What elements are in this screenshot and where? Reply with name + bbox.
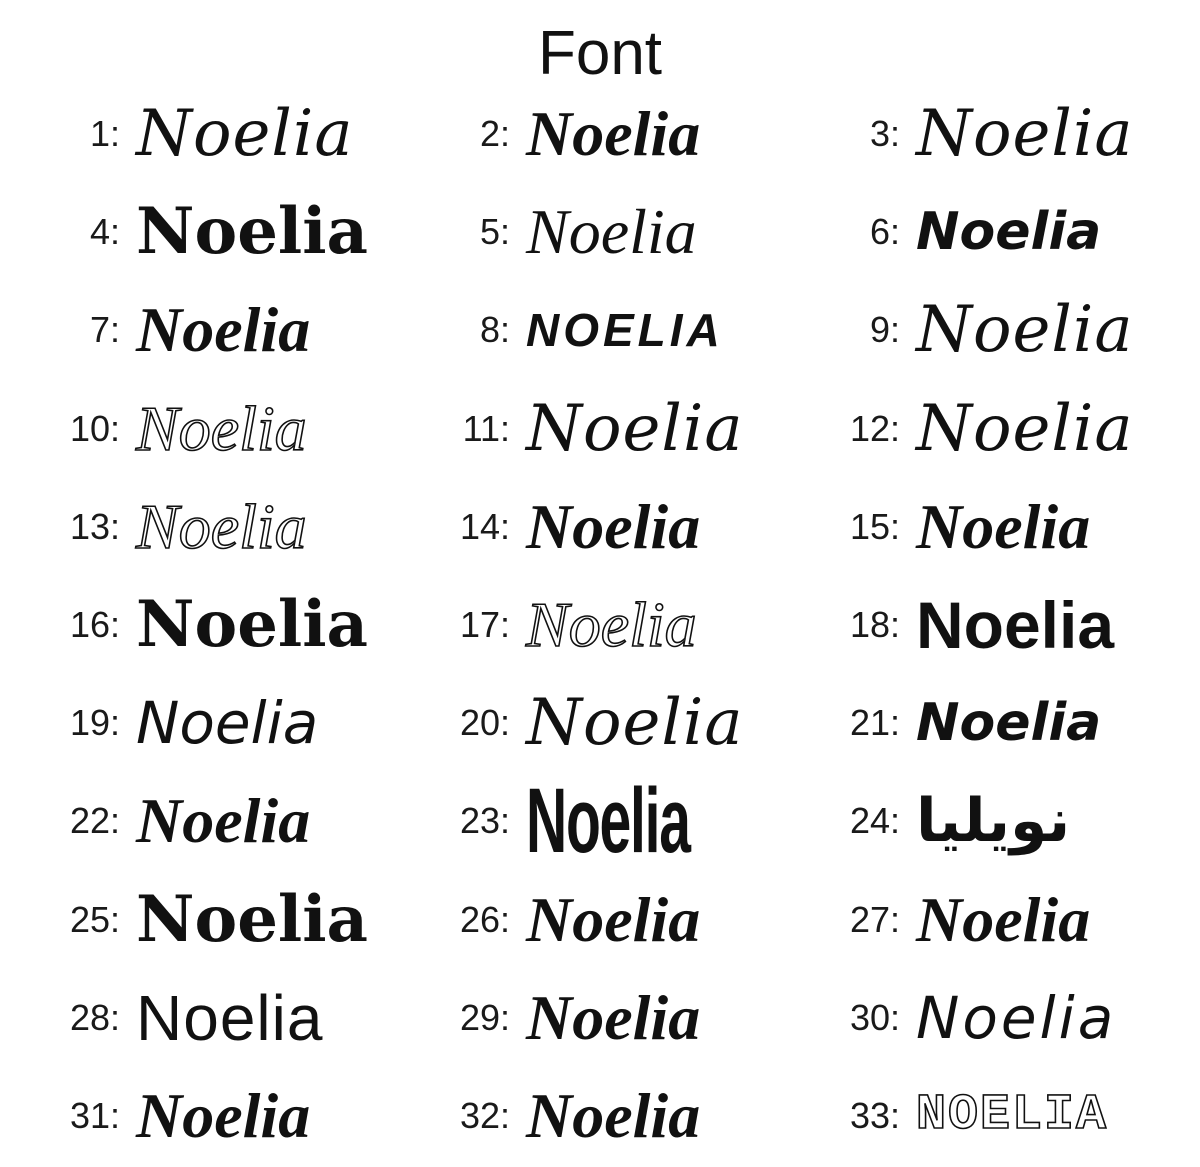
page-title: Font — [537, 19, 663, 88]
font-number: 26: — [459, 898, 510, 940]
font-number: 13: — [69, 505, 120, 547]
font-number: 32: — [459, 1094, 510, 1136]
font-sample: Noelia — [136, 97, 354, 172]
font-option — [820, 478, 1170, 576]
font-option — [40, 281, 430, 379]
font-number: 25: — [69, 898, 120, 940]
font-sample: Noelia — [136, 194, 368, 270]
font-sample: Noelia — [526, 589, 697, 661]
font-sample: Noelia — [526, 1079, 701, 1151]
font-number: 17: — [459, 604, 510, 646]
font-option — [40, 478, 430, 576]
font-number: 31: — [69, 1094, 120, 1136]
font-sample: Noelia — [526, 883, 701, 955]
font-number: 23: — [459, 800, 510, 842]
font-option — [430, 281, 820, 379]
font-number: 22: — [69, 800, 120, 842]
font-number: 5: — [479, 211, 510, 253]
font-number: 27: — [849, 898, 900, 940]
font-option — [430, 969, 820, 1067]
font-option — [40, 772, 430, 870]
font-option — [820, 380, 1170, 478]
font-sample: Noelia — [916, 202, 1102, 263]
font-sample: Noelia — [916, 391, 1134, 466]
font-sample: Noelia — [916, 883, 1091, 955]
font-option — [430, 772, 820, 870]
font-option — [40, 85, 430, 183]
font-sample: Noelia — [136, 1079, 311, 1151]
font-sample: Noelia — [916, 693, 1102, 754]
font-number: 16: — [69, 604, 120, 646]
font-sample: نويليا — [916, 786, 1071, 857]
font-number: 6: — [869, 211, 900, 253]
font-sample: Noelia — [136, 981, 324, 1054]
font-sample: Noelia — [916, 983, 1117, 1052]
font-sample: Noelia — [136, 392, 307, 464]
font-grid — [40, 85, 1170, 1165]
font-number: 8: — [479, 309, 510, 351]
font-number: 4: — [89, 211, 120, 253]
font-option — [430, 85, 820, 183]
font-sample: Noelia — [526, 981, 701, 1053]
font-sample: Noelia — [136, 785, 311, 857]
font-sample: Noelia — [526, 98, 701, 170]
font-option — [820, 281, 1170, 379]
font-sample: Noelia — [526, 772, 690, 871]
font-option — [40, 674, 430, 772]
font-sample: Noelia — [526, 196, 697, 268]
font-option — [820, 772, 1170, 870]
font-number: 28: — [69, 996, 120, 1038]
font-number: 12: — [849, 407, 900, 449]
font-sample: Noelia — [136, 294, 311, 366]
font-sample: Noelia — [136, 587, 368, 663]
font-option — [430, 871, 820, 969]
font-sample: Noelia — [526, 391, 744, 466]
font-number: 11: — [462, 407, 510, 449]
font-option — [40, 969, 430, 1067]
font-option — [430, 183, 820, 281]
font-option — [430, 380, 820, 478]
font-number: 15: — [849, 505, 900, 547]
font-sample: NOELIA — [916, 1086, 1109, 1144]
font-sample: NOELIA — [526, 304, 724, 357]
font-option — [820, 969, 1170, 1067]
font-number: 2: — [479, 113, 510, 155]
font-sample: Noelia — [916, 293, 1134, 368]
font-option — [40, 380, 430, 478]
font-number: 9: — [869, 309, 900, 351]
font-sample: Noelia — [136, 881, 368, 957]
font-number: 1: — [89, 113, 120, 155]
font-number: 30: — [849, 996, 900, 1038]
font-sample: Noelia — [916, 97, 1134, 172]
font-number: 24: — [849, 800, 900, 842]
font-number: 7: — [89, 309, 120, 351]
font-number: 21: — [849, 702, 900, 744]
font-sample: Noelia — [136, 689, 319, 758]
font-sample: Noelia — [916, 490, 1091, 562]
font-option — [40, 576, 430, 674]
font-option — [820, 871, 1170, 969]
font-option — [430, 674, 820, 772]
font-option — [40, 1067, 430, 1165]
font-sample: Noelia — [916, 588, 1115, 663]
font-option — [820, 1067, 1170, 1165]
font-option — [40, 871, 430, 969]
font-option — [820, 674, 1170, 772]
font-number: 19: — [69, 702, 120, 744]
font-number: 3: — [869, 113, 900, 155]
font-sample: Noelia — [526, 490, 701, 562]
font-number: 18: — [849, 604, 900, 646]
font-option — [430, 576, 820, 674]
font-number: 20: — [459, 702, 510, 744]
font-option — [430, 478, 820, 576]
font-option — [820, 183, 1170, 281]
font-option — [820, 85, 1170, 183]
font-number: 29: — [459, 996, 510, 1038]
font-sample: Noelia — [136, 490, 307, 562]
font-number: 33: — [849, 1094, 900, 1136]
font-number: 10: — [69, 407, 120, 449]
font-option — [430, 1067, 820, 1165]
font-option — [40, 183, 430, 281]
font-sample: Noelia — [526, 686, 744, 761]
font-number: 14: — [459, 505, 510, 547]
font-option — [820, 576, 1170, 674]
